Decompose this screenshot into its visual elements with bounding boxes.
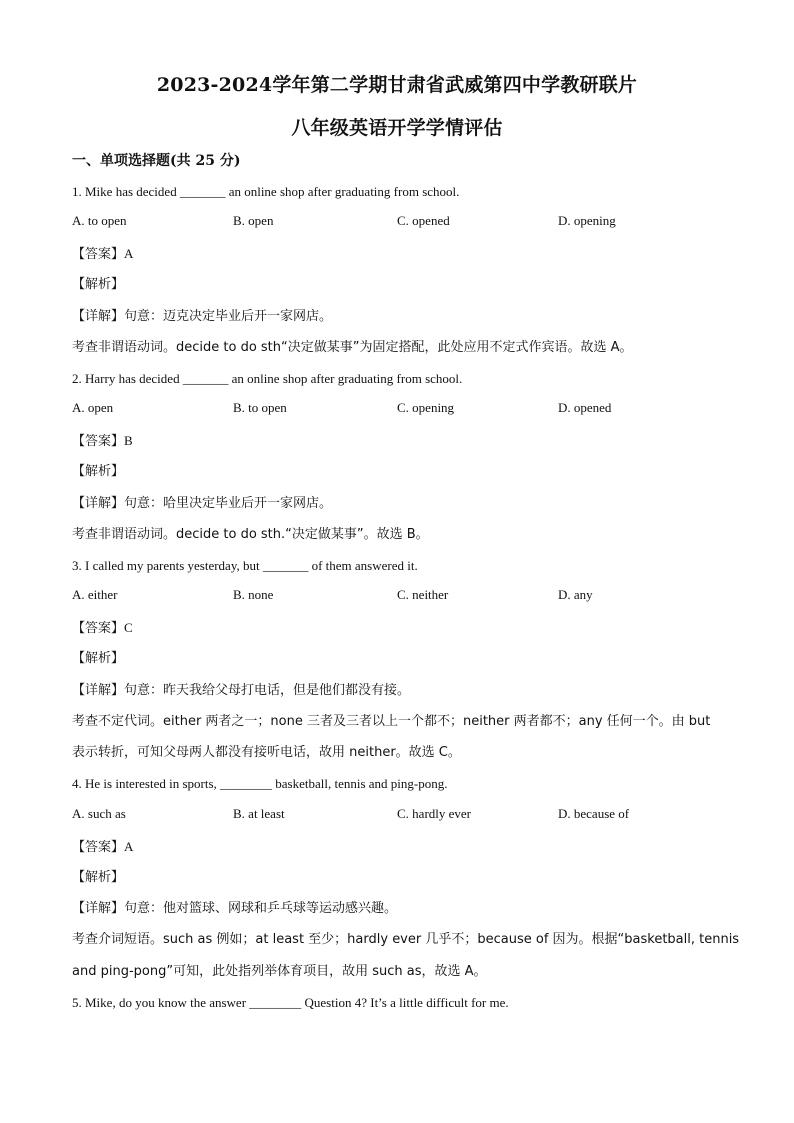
section-heading: 一、单项选择题(共 25 分) — [72, 153, 241, 169]
answer-value: B — [124, 433, 133, 448]
question-1-detail — [72, 307, 332, 327]
answer-value: C — [124, 620, 133, 635]
question-1-option-a: A. to open — [72, 213, 127, 228]
detail-text: 句意：昨天我给父母打电话，但是他们都没有接。 — [124, 683, 411, 698]
question-5-stem: 5. Mike, do you know the answer ________ Question 4? It’s a little difficult for me. — [72, 995, 509, 1010]
question-3-explain-2: 表示转折，可知父母两人都没有接听电话，故用 neither。故选 C。 — [72, 745, 461, 760]
question-2-stem: 2. Harry has decided _______ an online shop after graduating from school. — [72, 371, 463, 386]
question-4-option-d: D. because of — [558, 806, 630, 821]
question-4-explain-1: 考查介词短语。such as 例如；at least 至少；hardly ever 几乎不；because of 因为。根据“basketball, tennis — [72, 932, 740, 947]
question-3-stem: 3. I called my parents yesterday, but _______ of them answered it. — [72, 558, 418, 573]
detail-text: 句意：哈里决定毕业后开一家网店。 — [124, 496, 333, 511]
question-3-option-d: D. any — [558, 587, 593, 602]
detail-tag: 【详解】 — [72, 496, 125, 511]
question-4-stem: 4. He is interested in sports, ________ basketball, tennis and ping-pong. — [72, 776, 448, 791]
question-4-answer — [72, 837, 133, 858]
question-3-explain-1: 考查不定代词。either 两者之一；none 三者及三者以上一个都不；neither 两者都不；any 任何一个。由 but — [72, 714, 711, 729]
document-title-line1: 2023-2024学年第二学期甘肃省武威第四中学教研联片 — [156, 74, 638, 96]
question-1-option-d: D. opening — [558, 213, 616, 228]
question-3-option-c: C. neither — [397, 587, 449, 602]
detail-tag: 【详解】 — [72, 901, 125, 916]
question-3-option-b: B. none — [233, 587, 274, 602]
question-2-detail — [72, 494, 332, 514]
question-4-detail — [72, 899, 397, 919]
question-4-option-a: A. such as — [72, 806, 126, 821]
detail-text: 句意：迈克决定毕业后开一家网店。 — [124, 309, 333, 324]
question-1-analysis-tag: 【解析】 — [72, 277, 125, 292]
question-3-answer — [72, 618, 133, 639]
answer-value: A — [124, 839, 134, 854]
detail-text: 句意：他对篮球、网球和乒乓球等运动感兴趣。 — [124, 901, 398, 916]
question-4-explain-2: and ping-pong”可知，此处指列举体育项目，故用 such as，故选 A。 — [72, 964, 487, 979]
detail-tag: 【详解】 — [72, 683, 125, 698]
question-2-option-d: D. opened — [558, 400, 612, 415]
question-2-analysis-tag: 【解析】 — [72, 464, 125, 479]
answer-tag: 【答案】 — [72, 621, 125, 636]
answer-tag: 【答案】 — [72, 840, 125, 855]
question-1-explain-1: 考查非谓语动词。decide to do sth“决定做某事”为固定搭配，此处应用不定式作宾语。故选 A。 — [72, 340, 633, 355]
answer-value: A — [124, 246, 134, 261]
question-4-analysis-tag: 【解析】 — [72, 870, 125, 885]
question-3-detail — [72, 681, 410, 701]
detail-tag: 【详解】 — [72, 309, 125, 324]
question-3-analysis-tag: 【解析】 — [72, 651, 125, 666]
question-2-option-a: A. open — [72, 400, 114, 415]
document-title-line2: 八年级英语开学学情评估 — [291, 117, 503, 139]
answer-tag: 【答案】 — [72, 247, 125, 262]
question-2-answer — [72, 431, 133, 452]
question-1-option-c: C. opened — [397, 213, 450, 228]
question-2-option-b: B. to open — [233, 400, 287, 415]
question-4-option-b: B. at least — [233, 806, 285, 821]
question-4-option-c: C. hardly ever — [397, 806, 472, 821]
question-2-option-c: C. opening — [397, 400, 455, 415]
question-1-option-b: B. open — [233, 213, 274, 228]
answer-tag: 【答案】 — [72, 434, 125, 449]
question-2-explain-1: 考查非谓语动词。decide to do sth.“决定做某事”。故选 B。 — [72, 527, 429, 542]
question-1-answer — [72, 244, 133, 265]
question-1-stem: 1. Mike has decided _______ an online shop after graduating from school. — [72, 184, 460, 199]
question-3-option-a: A. either — [72, 587, 118, 602]
